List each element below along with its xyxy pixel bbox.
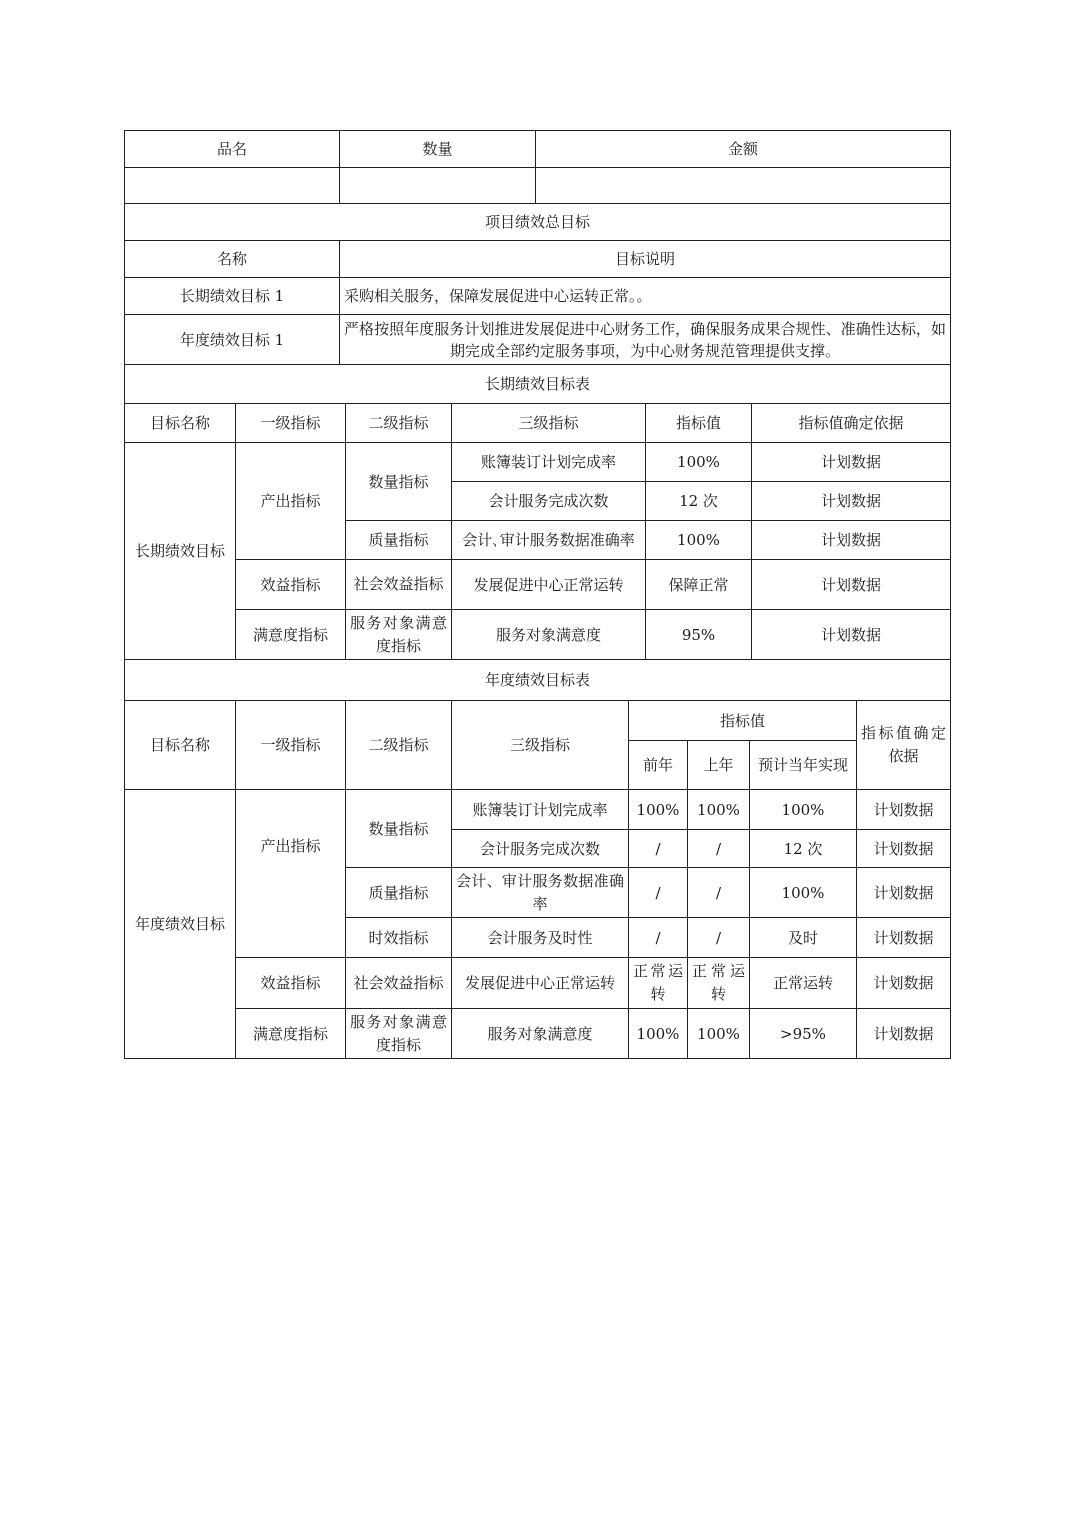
annual-goal-table <box>124 659 951 1059</box>
annual-l1-satisfaction: 满意度指标 <box>236 1009 346 1059</box>
long-l1-output: 产出指标 <box>236 443 346 560</box>
goal-desc-header: 目标说明 <box>340 241 951 278</box>
annual-l2-service-satisfaction: 服务对象满意度指标 <box>346 1009 452 1059</box>
annual-header-l3: 三级指标 <box>452 701 629 790</box>
annual-header-l2: 二级指标 <box>346 701 452 790</box>
long-header-value: 指标值 <box>646 404 752 443</box>
annual-l2-social-benefit: 社会效益指标 <box>346 958 452 1009</box>
annual-current-cell: 100% <box>750 790 857 830</box>
annual-header-goal-name: 目标名称 <box>125 701 236 790</box>
annual-basis-cell: 计划数据 <box>857 958 951 1009</box>
annual-basis-cell: 计划数据 <box>857 830 951 868</box>
annual-l1-benefit: 效益指标 <box>236 958 346 1009</box>
annual-prev2-cell: / <box>629 830 688 868</box>
long-header-goal-name: 目标名称 <box>125 404 236 443</box>
annual-header-l1: 一级指标 <box>236 701 346 790</box>
overall-goal-title: 项目绩效总目标 <box>125 204 951 241</box>
annual-prev2-cell: 100% <box>629 1009 688 1059</box>
annual-prev1-cell: 100% <box>688 1009 750 1059</box>
long-value-cell: 100% <box>646 521 752 560</box>
quantity-cell <box>340 168 536 204</box>
long-l3-cell: 服务对象满意度 <box>452 610 646 660</box>
annual-basis-cell: 计划数据 <box>857 1009 951 1059</box>
annual-header-current: 预计当年实现 <box>750 741 857 790</box>
annual-basis-cell: 计划数据 <box>857 868 951 918</box>
long-l3-cell: 会计服务完成次数 <box>452 482 646 521</box>
annual-header-basis: 指标值确定依据 <box>857 701 951 790</box>
goal-name-header: 名称 <box>125 241 340 278</box>
long-l2-service-satisfaction: 服务对象满意度指标 <box>346 610 452 660</box>
annual-l3-cell: 会计服务完成次数 <box>452 830 629 868</box>
annual-prev1-cell: 正常运转 <box>688 958 750 1009</box>
long-basis-cell: 计划数据 <box>752 443 951 482</box>
annual-prev1-cell: / <box>688 830 750 868</box>
annual-l3-cell: 会计服务及时性 <box>452 918 629 958</box>
item-name-cell <box>125 168 340 204</box>
annual-l3-cell: 会计、审计服务数据准确率 <box>452 868 629 918</box>
long-header-basis: 指标值确定依据 <box>752 404 951 443</box>
long-value-cell: 95% <box>646 610 752 660</box>
annual-goal-name-cell: 年度绩效目标 <box>125 790 236 1059</box>
annual-l3-cell: 服务对象满意度 <box>452 1009 629 1059</box>
annual-prev2-cell: / <box>629 918 688 958</box>
annual-header-prev1: 上年 <box>688 741 750 790</box>
annual-current-cell: >95% <box>750 1009 857 1059</box>
long-header-l3: 三级指标 <box>452 404 646 443</box>
annual-prev2-cell: / <box>629 868 688 918</box>
long-l3-cell: 账簿装订计划完成率 <box>452 443 646 482</box>
annual-l3-cell: 账簿装订计划完成率 <box>452 790 629 830</box>
annual-goal-name: 年度绩效目标 1 <box>125 315 340 365</box>
long-l2-social-benefit: 社会效益指标 <box>346 560 452 610</box>
annual-header-prev2: 前年 <box>629 741 688 790</box>
annual-prev2-cell: 正常运转 <box>629 958 688 1009</box>
overall-goal-table <box>124 130 951 365</box>
long-goal-name: 长期绩效目标 1 <box>125 278 340 315</box>
long-table-title: 长期绩效目标表 <box>125 365 951 404</box>
long-basis-cell: 计划数据 <box>752 610 951 660</box>
long-term-goal-table <box>124 364 951 660</box>
annual-l2-quantity: 数量指标 <box>346 790 452 868</box>
long-value-cell: 保障正常 <box>646 560 752 610</box>
annual-goal-desc: 严格按照年度服务计划推进发展促进中心财务工作，确保服务成果合规性、准确性达标，如期完成全部约定服务事项，为中心财务规范管理提供支撑。 <box>340 315 951 365</box>
annual-current-cell: 12 次 <box>750 830 857 868</box>
header-quantity: 数量 <box>340 131 536 168</box>
header-item-name: 品名 <box>125 131 340 168</box>
header-amount: 金额 <box>536 131 951 168</box>
annual-l2-quality: 质量指标 <box>346 868 452 918</box>
long-l1-satisfaction: 满意度指标 <box>236 610 346 660</box>
long-goal-desc: 采购相关服务，保障发展促进中心运转正常。。 <box>340 278 951 315</box>
annual-l2-timeliness: 时效指标 <box>346 918 452 958</box>
annual-current-cell: 100% <box>750 868 857 918</box>
long-value-cell: 12 次 <box>646 482 752 521</box>
long-goal-name-cell: 长期绩效目标 <box>125 443 236 660</box>
annual-prev1-cell: / <box>688 868 750 918</box>
long-header-l1: 一级指标 <box>236 404 346 443</box>
annual-l1-output: 产出指标 <box>236 790 346 958</box>
annual-basis-cell: 计划数据 <box>857 790 951 830</box>
amount-cell <box>536 168 951 204</box>
long-l3-cell: 会计､审计服务数据准确率 <box>452 521 646 560</box>
long-basis-cell: 计划数据 <box>752 482 951 521</box>
annual-prev1-cell: 100% <box>688 790 750 830</box>
annual-prev2-cell: 100% <box>629 790 688 830</box>
annual-current-cell: 正常运转 <box>750 958 857 1009</box>
long-l1-benefit: 效益指标 <box>236 560 346 610</box>
annual-l3-cell: 发展促进中心正常运转 <box>452 958 629 1009</box>
annual-basis-cell: 计划数据 <box>857 918 951 958</box>
annual-current-cell: 及时 <box>750 918 857 958</box>
long-basis-cell: 计划数据 <box>752 521 951 560</box>
annual-header-value: 指标值 <box>629 701 857 741</box>
long-value-cell: 100% <box>646 443 752 482</box>
long-header-l2: 二级指标 <box>346 404 452 443</box>
annual-prev1-cell: / <box>688 918 750 958</box>
long-basis-cell: 计划数据 <box>752 560 951 610</box>
annual-table-title: 年度绩效目标表 <box>125 660 951 701</box>
long-l3-cell: 发展促进中心正常运转 <box>452 560 646 610</box>
long-l2-quality: 质量指标 <box>346 521 452 560</box>
long-l2-quantity: 数量指标 <box>346 443 452 521</box>
